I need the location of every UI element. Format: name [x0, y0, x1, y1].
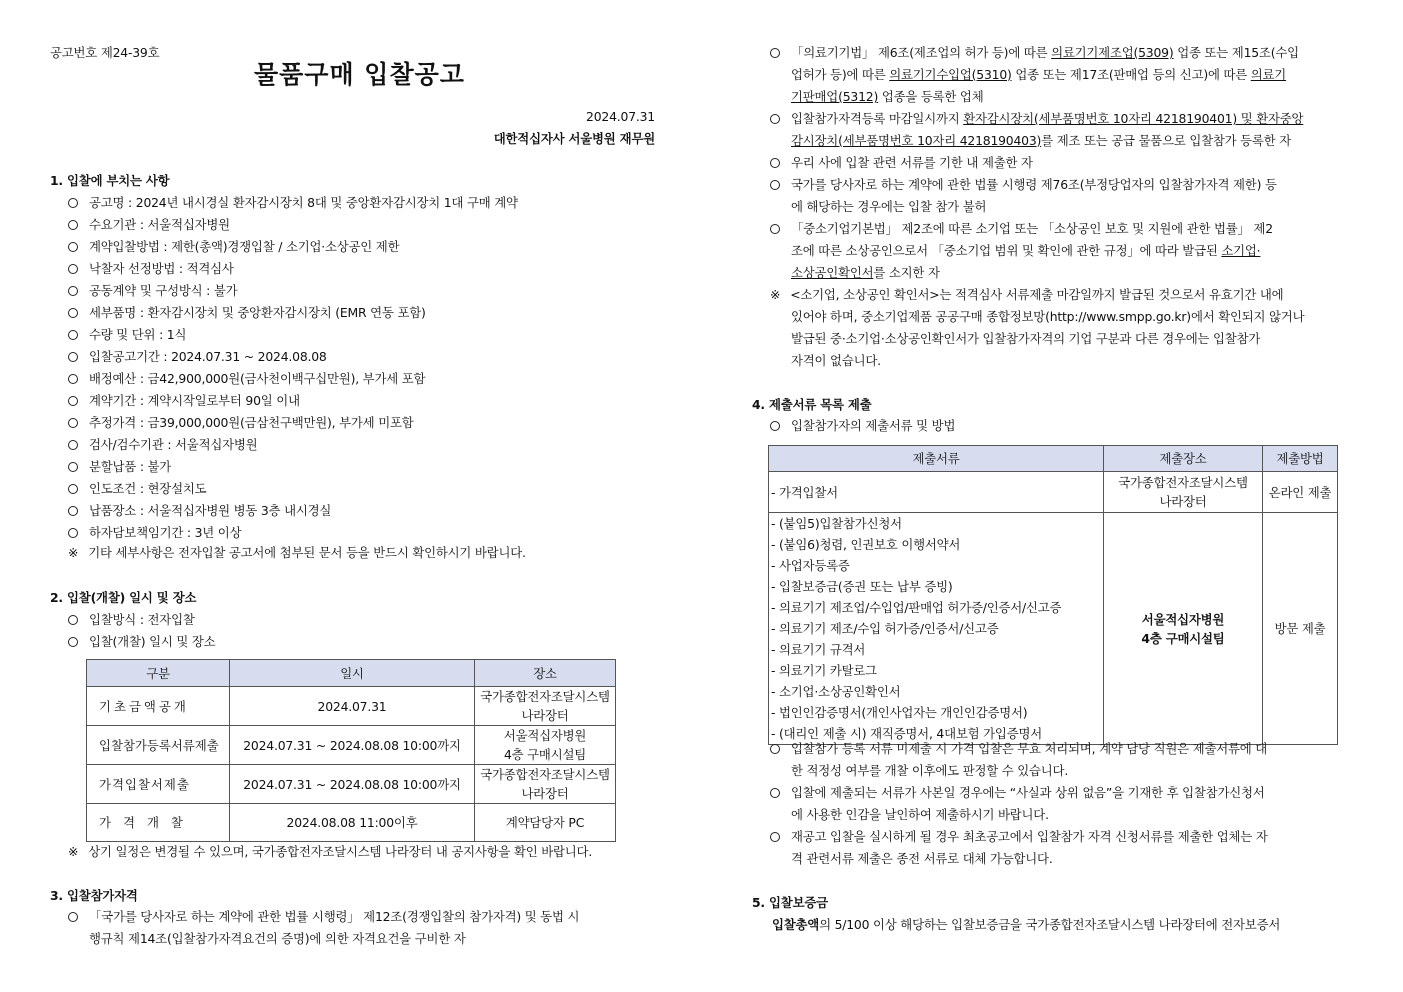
section-3-item-cont: 기판매업(5312) 업종을 등록한 업체: [791, 89, 984, 104]
section-1-item: 공고명 : 2024년 내시경실 환자감시장치 8대 및 중앙환자감시장치 1대 구매 계약: [68, 192, 518, 214]
section-1-item: 수요기관 : 서울적십자병원: [68, 214, 230, 236]
schedule-table: [86, 659, 616, 842]
doc-list-item: - 의료기기 카탈로그: [771, 663, 877, 678]
schedule-place: 서울적십자병원 4층 구매시설팀: [475, 726, 616, 765]
section-2-title: 2. 입찰(개찰) 일시 및 장소: [50, 590, 197, 605]
place-cell: 국가종합전자조달시스템 나라장터: [1104, 472, 1263, 513]
table-header: 제출장소: [1104, 446, 1263, 472]
schedule-label: 기초금액공개: [87, 687, 230, 726]
section-1-item: 계약기간 : 계약시작일로부터 90일 이내: [68, 390, 300, 412]
schedule-label: 가격개찰: [87, 804, 230, 842]
doc-list-item: - 입찰보증금(증권 또는 납부 증빙): [771, 579, 953, 594]
table-row: [87, 726, 616, 765]
section-3-note-cont: 있어야 하며, 중소기업제품 공공구매 종합정보망(http://www.smpp.go.kr)에서 확인되지 않거나: [791, 309, 1305, 324]
section-1-item: 낙찰자 선정방법 : 적격심사: [68, 258, 234, 280]
doc-list-item: - (붙임6)청렴, 인권보호 이행서약서: [771, 537, 961, 552]
section-3-item-cont: 감시장치(세부품명번호 10자리 4218190403)를 제조 또는 공급 물품으로 입찰참가 등록한 자: [791, 133, 1291, 148]
section-1-item: 검사/검수기관 : 서울적십자병원: [68, 434, 257, 456]
schedule-place: 국가종합전자조달시스템 나라장터: [475, 687, 616, 726]
table-row: [769, 513, 1338, 745]
table-row: [87, 804, 616, 842]
doc-list-item: - 의료기기 제조/수입 허가증/인증서/신고증: [771, 621, 999, 636]
section-1-item: 입찰공고기간 : 2024.07.31 ~ 2024.08.08: [68, 346, 327, 368]
section-3-item-cont: 에 해당하는 경우에는 입찰 참가 불허: [791, 199, 987, 214]
schedule-datetime: 2024.07.31 ~ 2024.08.08 10:00까지: [230, 765, 475, 804]
doc-list-item: - 의료기기 제조업/수입업/판매업 허가증/인증서/신고증: [771, 600, 1062, 615]
section-1-item: 분할납품 : 불가: [68, 456, 171, 478]
schedule-place: 국가종합전자조달시스템 나라장터: [475, 765, 616, 804]
notice-number: 공고번호 제24-39호: [50, 45, 160, 60]
table-row: [769, 472, 1338, 513]
section-2-item: 입찰(개찰) 일시 및 장소: [68, 631, 215, 653]
section-5-line: 입찰총액의 5/100 이상 해당하는 입찰보증금을 국가종합전자조달시스템 나라장터에 전자보증서: [772, 917, 1281, 932]
notice-date: 2024.07.31: [586, 109, 655, 124]
issuing-org: 대한적십자사 서울병원 재무원: [493, 131, 655, 146]
doc-list-item: - 의료기기 규격서: [771, 642, 866, 657]
section-3-note-cont: 자격이 없습니다.: [791, 353, 881, 368]
section-3-item: 국가를 당사자로 하는 계약에 관한 법률 시행령 제76조(부정당업자의 입찰참가자격 제한) 등: [770, 174, 1277, 196]
table-header: 일시: [230, 660, 475, 687]
section-1-title: 1. 입찰에 부치는 사항: [50, 173, 170, 188]
section-3-item: 입찰참가자격등록 마감일시까지 환자감시장치(세부품명번호 10자리 4218190401) 및 환자중앙: [770, 108, 1303, 130]
section-1-item: 배정예산 : 금42,900,000원(금사천이백구십만원), 부가세 포함: [68, 368, 425, 390]
section-3-item-cont: 행규칙 제14조(입찰참가자격요건의 증명)에 의한 자격요건을 구비한 자: [89, 931, 466, 946]
schedule-place: 계약담당자 PC: [475, 804, 616, 842]
section-3-item: 우리 사에 입찰 관련 서류를 기한 내 제출한 자: [770, 152, 1033, 174]
section-4-title: 4. 제출서류 목록 제출: [752, 397, 872, 412]
method-cell: 방문 제출: [1263, 513, 1338, 745]
section-1-note: ※ 기타 세부사항은 전자입찰 공고서에 첨부된 문서 등을 반드시 확인하시기 바랍니다.: [68, 545, 526, 560]
section-1-item: 인도조건 : 현장설치도: [68, 478, 206, 500]
section-4-bullet-cont: 격 관련서류 제출은 종전 서류로 대체 가능합니다.: [791, 851, 1053, 866]
section-3-item-cont: 업허가 등)에 따른 의료기기수입업(5310) 업종 또는 제17조(판매업 등의 신고)에 따른 의료기: [791, 67, 1287, 82]
doc-list-item: - (붙임5)입찰참가신청서: [771, 516, 902, 531]
section-2-item: 입찰방식 : 전자입찰: [68, 609, 195, 631]
section-5-title: 5. 입찰보증금: [752, 895, 828, 910]
document-title: 물품구매 입찰공고: [254, 60, 465, 89]
section-4-bullet-cont: 한 적정성 여부를 개찰 이후에도 판정할 수 있습니다.: [791, 763, 1069, 778]
table-header: 제출서류: [769, 446, 1104, 472]
schedule-label: 가격입찰서제출: [87, 765, 230, 804]
section-4-bullet: 재공고 입찰을 실시하게 될 경우 최초공고에서 입찰참가 자격 신청서류를 제출한 업체는 자: [770, 826, 1268, 848]
documents-table: [768, 445, 1338, 745]
table-header: 구분: [87, 660, 230, 687]
doc-cell: - 가격입찰서: [769, 472, 1104, 513]
section-1-item: 수량 및 단위 : 1식: [68, 324, 186, 346]
section-4-bullet: 입찰참가 등록 서류 미제출 시 가격 입찰은 무효 처리되며, 계약 담당 직원은 제출서류에 대: [770, 738, 1267, 760]
section-3-note-cont: 발급된 중·소기업·소상공인확인서가 입찰참가자격의 기업 구분과 다른 경우에는 입찰참가: [791, 331, 1261, 346]
doc-list-item: - 사업자등록증: [771, 558, 850, 573]
schedule-datetime: 2024.08.08 11:00이후: [230, 804, 475, 842]
section-3-item-cont: 소상공인확인서를 소지한 자: [791, 265, 940, 280]
table-row: [87, 687, 616, 726]
section-3-item: 「의료기기법」 제6조(제조업의 허가 등)에 따른 의료기기제조업(5309) 업종 또는 제15조(수입: [770, 42, 1299, 64]
section-3-note: ※ <소기업, 소상공인 확인서>는 적격심사 서류제출 마감일까지 발급된 것으로서 유효기간 내에: [770, 287, 1284, 302]
section-1-item: 공동계약 및 구성방식 : 불가: [68, 280, 237, 302]
section-3-title: 3. 입찰참가자격: [50, 888, 138, 903]
table-row: [87, 765, 616, 804]
section-4-bullet-cont: 에 사용한 인감을 날인하여 제출하시기 바랍니다.: [791, 807, 1049, 822]
section-1-item: 하자담보책임기간 : 3년 이상: [68, 522, 241, 544]
doc-list-cell: [769, 513, 1104, 745]
section-4-bullet: 입찰에 제출되는 서류가 사본일 경우에는 “사실과 상위 없음”을 기재한 후 입찰참가신청서: [770, 782, 1265, 804]
section-4-item: 입찰참가자의 제출서류 및 방법: [770, 415, 955, 437]
section-1-item: 세부품명 : 환자감시장치 및 중앙환자감시장치 (EMR 연동 포함): [68, 302, 426, 324]
schedule-datetime: 2024.07.31 ~ 2024.08.08 10:00까지: [230, 726, 475, 765]
doc-list-item: - (대리인 제출 시) 재직증명서, 4대보험 가입증명서: [771, 726, 1043, 741]
section-1-item: 납품장소 : 서울적십자병원 병동 3층 내시경실: [68, 500, 331, 522]
table-header: 제출방법: [1263, 446, 1338, 472]
table-header: 장소: [475, 660, 616, 687]
schedule-label: 입찰참가등록서류제출: [87, 726, 230, 765]
doc-list-item: - 법인인감증명서(개인사업자는 개인인감증명서): [771, 705, 1028, 720]
method-cell: 온라인 제출: [1263, 472, 1338, 513]
section-2-note: ※ 상기 일정은 변경될 수 있으며, 국가종합전자조달시스템 나라장터 내 공지사항을 확인 바랍니다.: [68, 844, 593, 859]
place-cell: 서울적십자병원 4층 구매시설팀: [1104, 513, 1263, 745]
section-3-item-cont: 조에 따른 소상공인으로서 「중소기업 범위 및 확인에 관한 규정」에 따라 발급된 소기업·: [791, 243, 1261, 258]
doc-list-item: - 소기업·소상공인확인서: [771, 684, 901, 699]
section-1-item: 추정가격 : 금39,000,000원(금삼천구백만원), 부가세 미포함: [68, 412, 414, 434]
section-3-item: 「중소기업기본법」 제2조에 따른 소기업 또는 「소상공인 보호 및 지원에 관한 법률」 제2: [770, 218, 1273, 240]
section-3-item: 「국가를 당사자로 하는 계약에 관한 법률 시행령」 제12조(경쟁입찰의 참가자격) 및 동법 시: [68, 906, 579, 928]
section-1-item: 계약입찰방법 : 제한(총액)경쟁입찰 / 소기업·소상공인 제한: [68, 236, 399, 258]
schedule-datetime: 2024.07.31: [230, 687, 475, 726]
